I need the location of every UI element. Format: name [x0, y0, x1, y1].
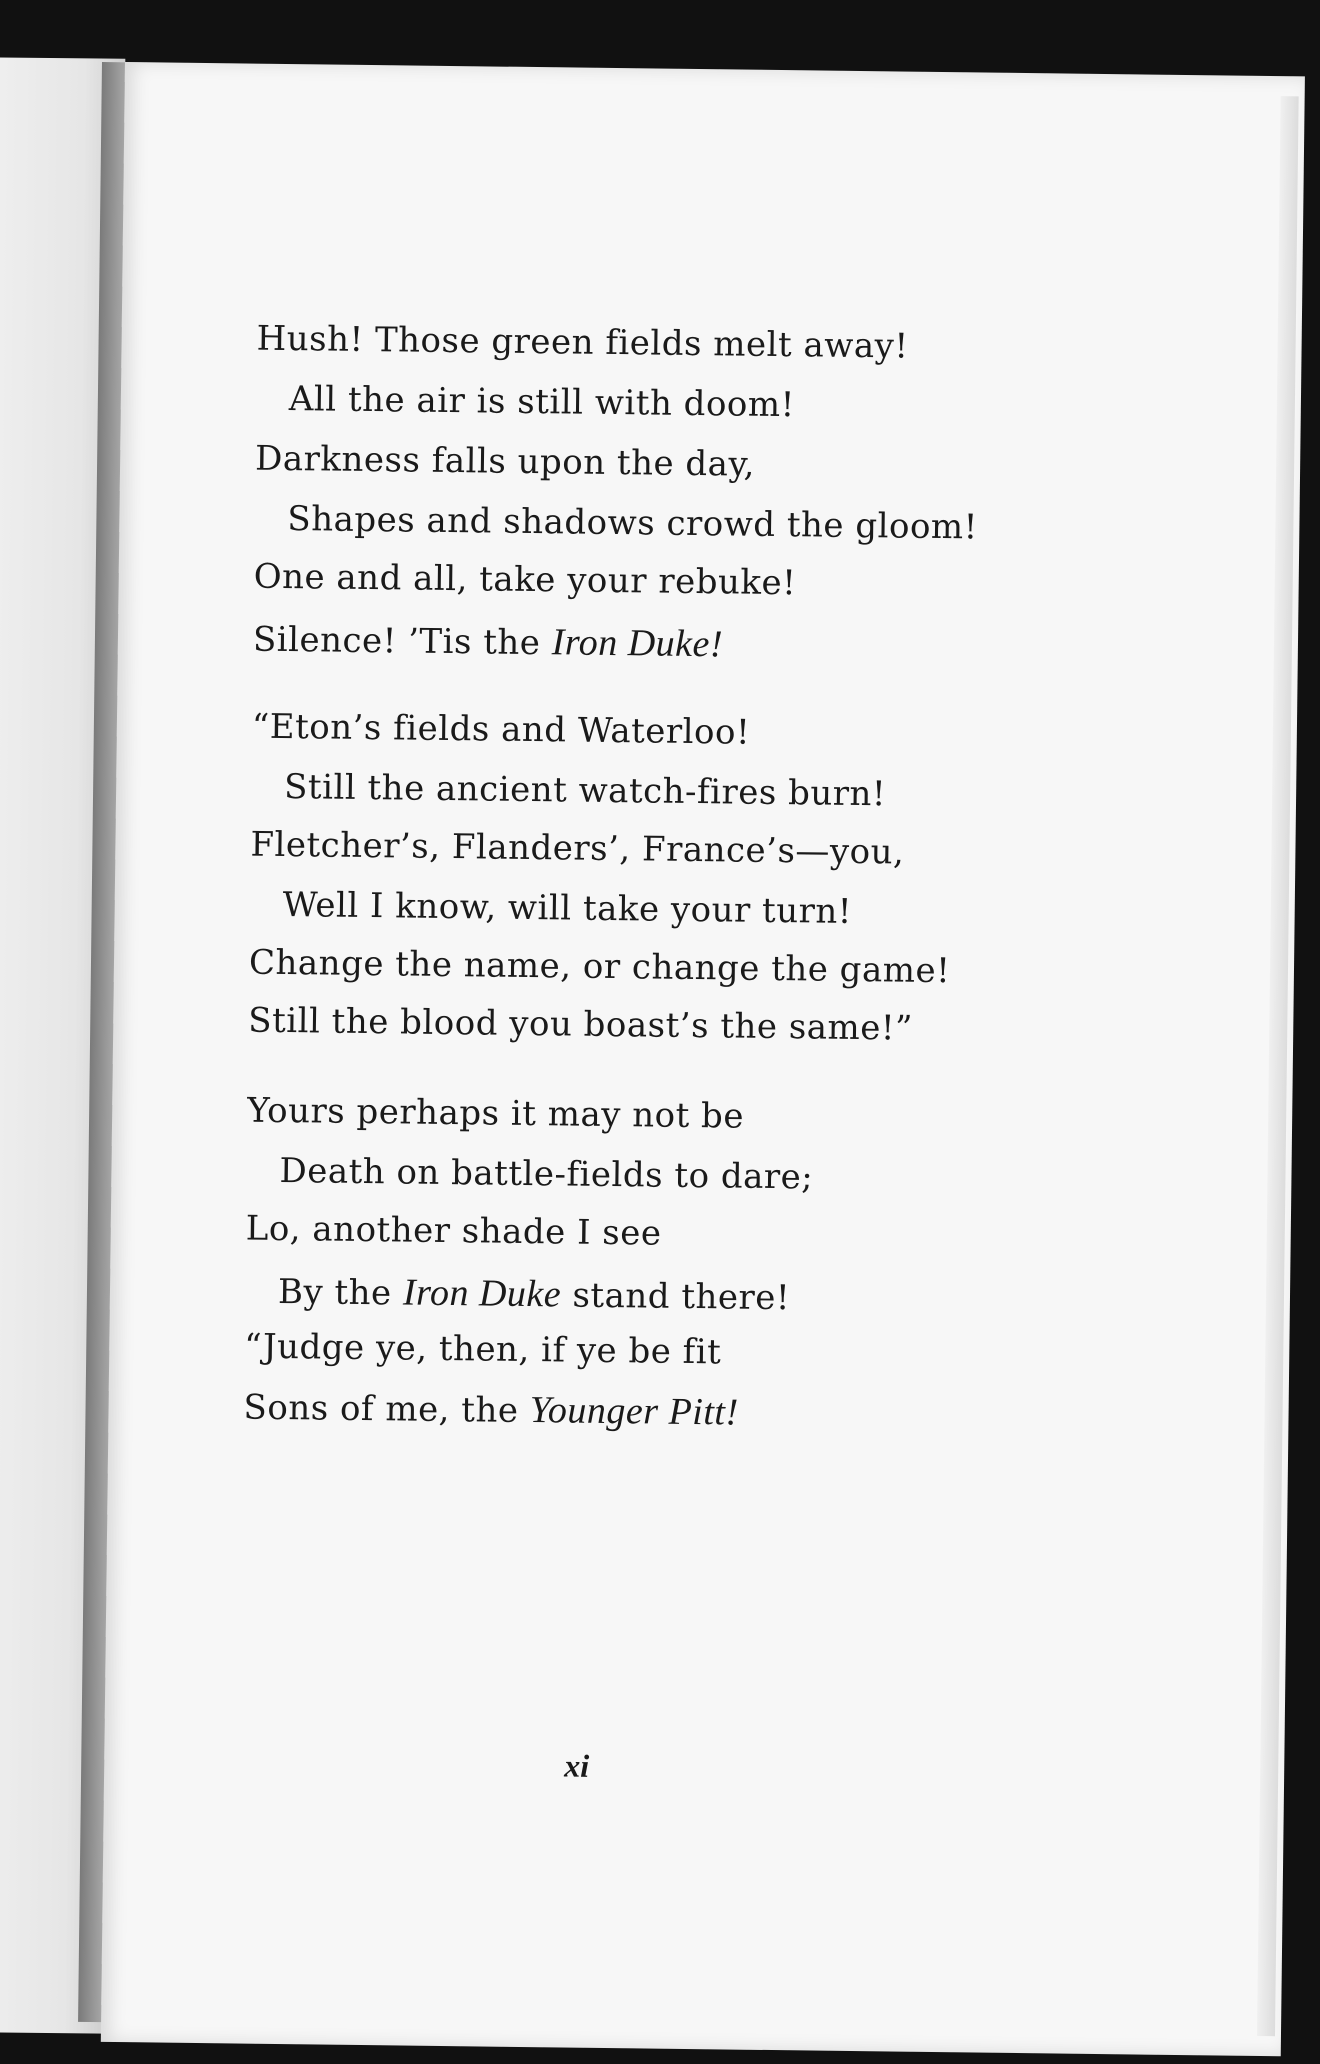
italic-name: Iron Duke [402, 1271, 562, 1316]
poem-line: Death on battle-fields to dare; [279, 1150, 814, 1198]
poem-line: By the Iron Duke stand there! [277, 1271, 791, 1319]
poem-line: “Eton’s fields and Waterloo! [251, 706, 751, 753]
poem-line: Silence! ’Tis the Iron Duke! [252, 619, 724, 666]
poem-line: Sons of me, the Younger Pitt! [243, 1387, 739, 1434]
italic-name: Younger Pitt! [529, 1389, 739, 1434]
page-fore-edge [1257, 96, 1299, 2036]
poem [243, 318, 1177, 1434]
italic-name: Iron Duke! [551, 621, 724, 666]
poem-line: “Judge ye, then, if ye be fit [244, 1326, 722, 1373]
poem-line: Still the blood you boast’s the same!” [248, 1000, 914, 1049]
poem-line: Shapes and shadows crowd the gloom! [287, 499, 979, 548]
poem-line: Lo, another shade I see [245, 1208, 662, 1254]
poem-line: One and all, take your rebuke! [253, 556, 797, 604]
poem-line: Hush! Those green fields melt away! [256, 318, 909, 367]
poem-line: All the air is still with doom! [288, 379, 796, 426]
poem-line: Change the name, or change the game! [248, 942, 951, 992]
poem-line: Well I know, will take your turn! [282, 884, 853, 932]
poem-line: Yours perhaps it may not be [246, 1090, 745, 1137]
poem-line: Fletcher’s, Flanders’, France’s—you, [250, 824, 905, 873]
poem-line: Darkness falls upon the day, [254, 438, 756, 485]
page-number: xi [564, 1747, 590, 1784]
right-page [101, 62, 1305, 2056]
poem-line: Still the ancient watch-fires burn! [283, 767, 887, 815]
